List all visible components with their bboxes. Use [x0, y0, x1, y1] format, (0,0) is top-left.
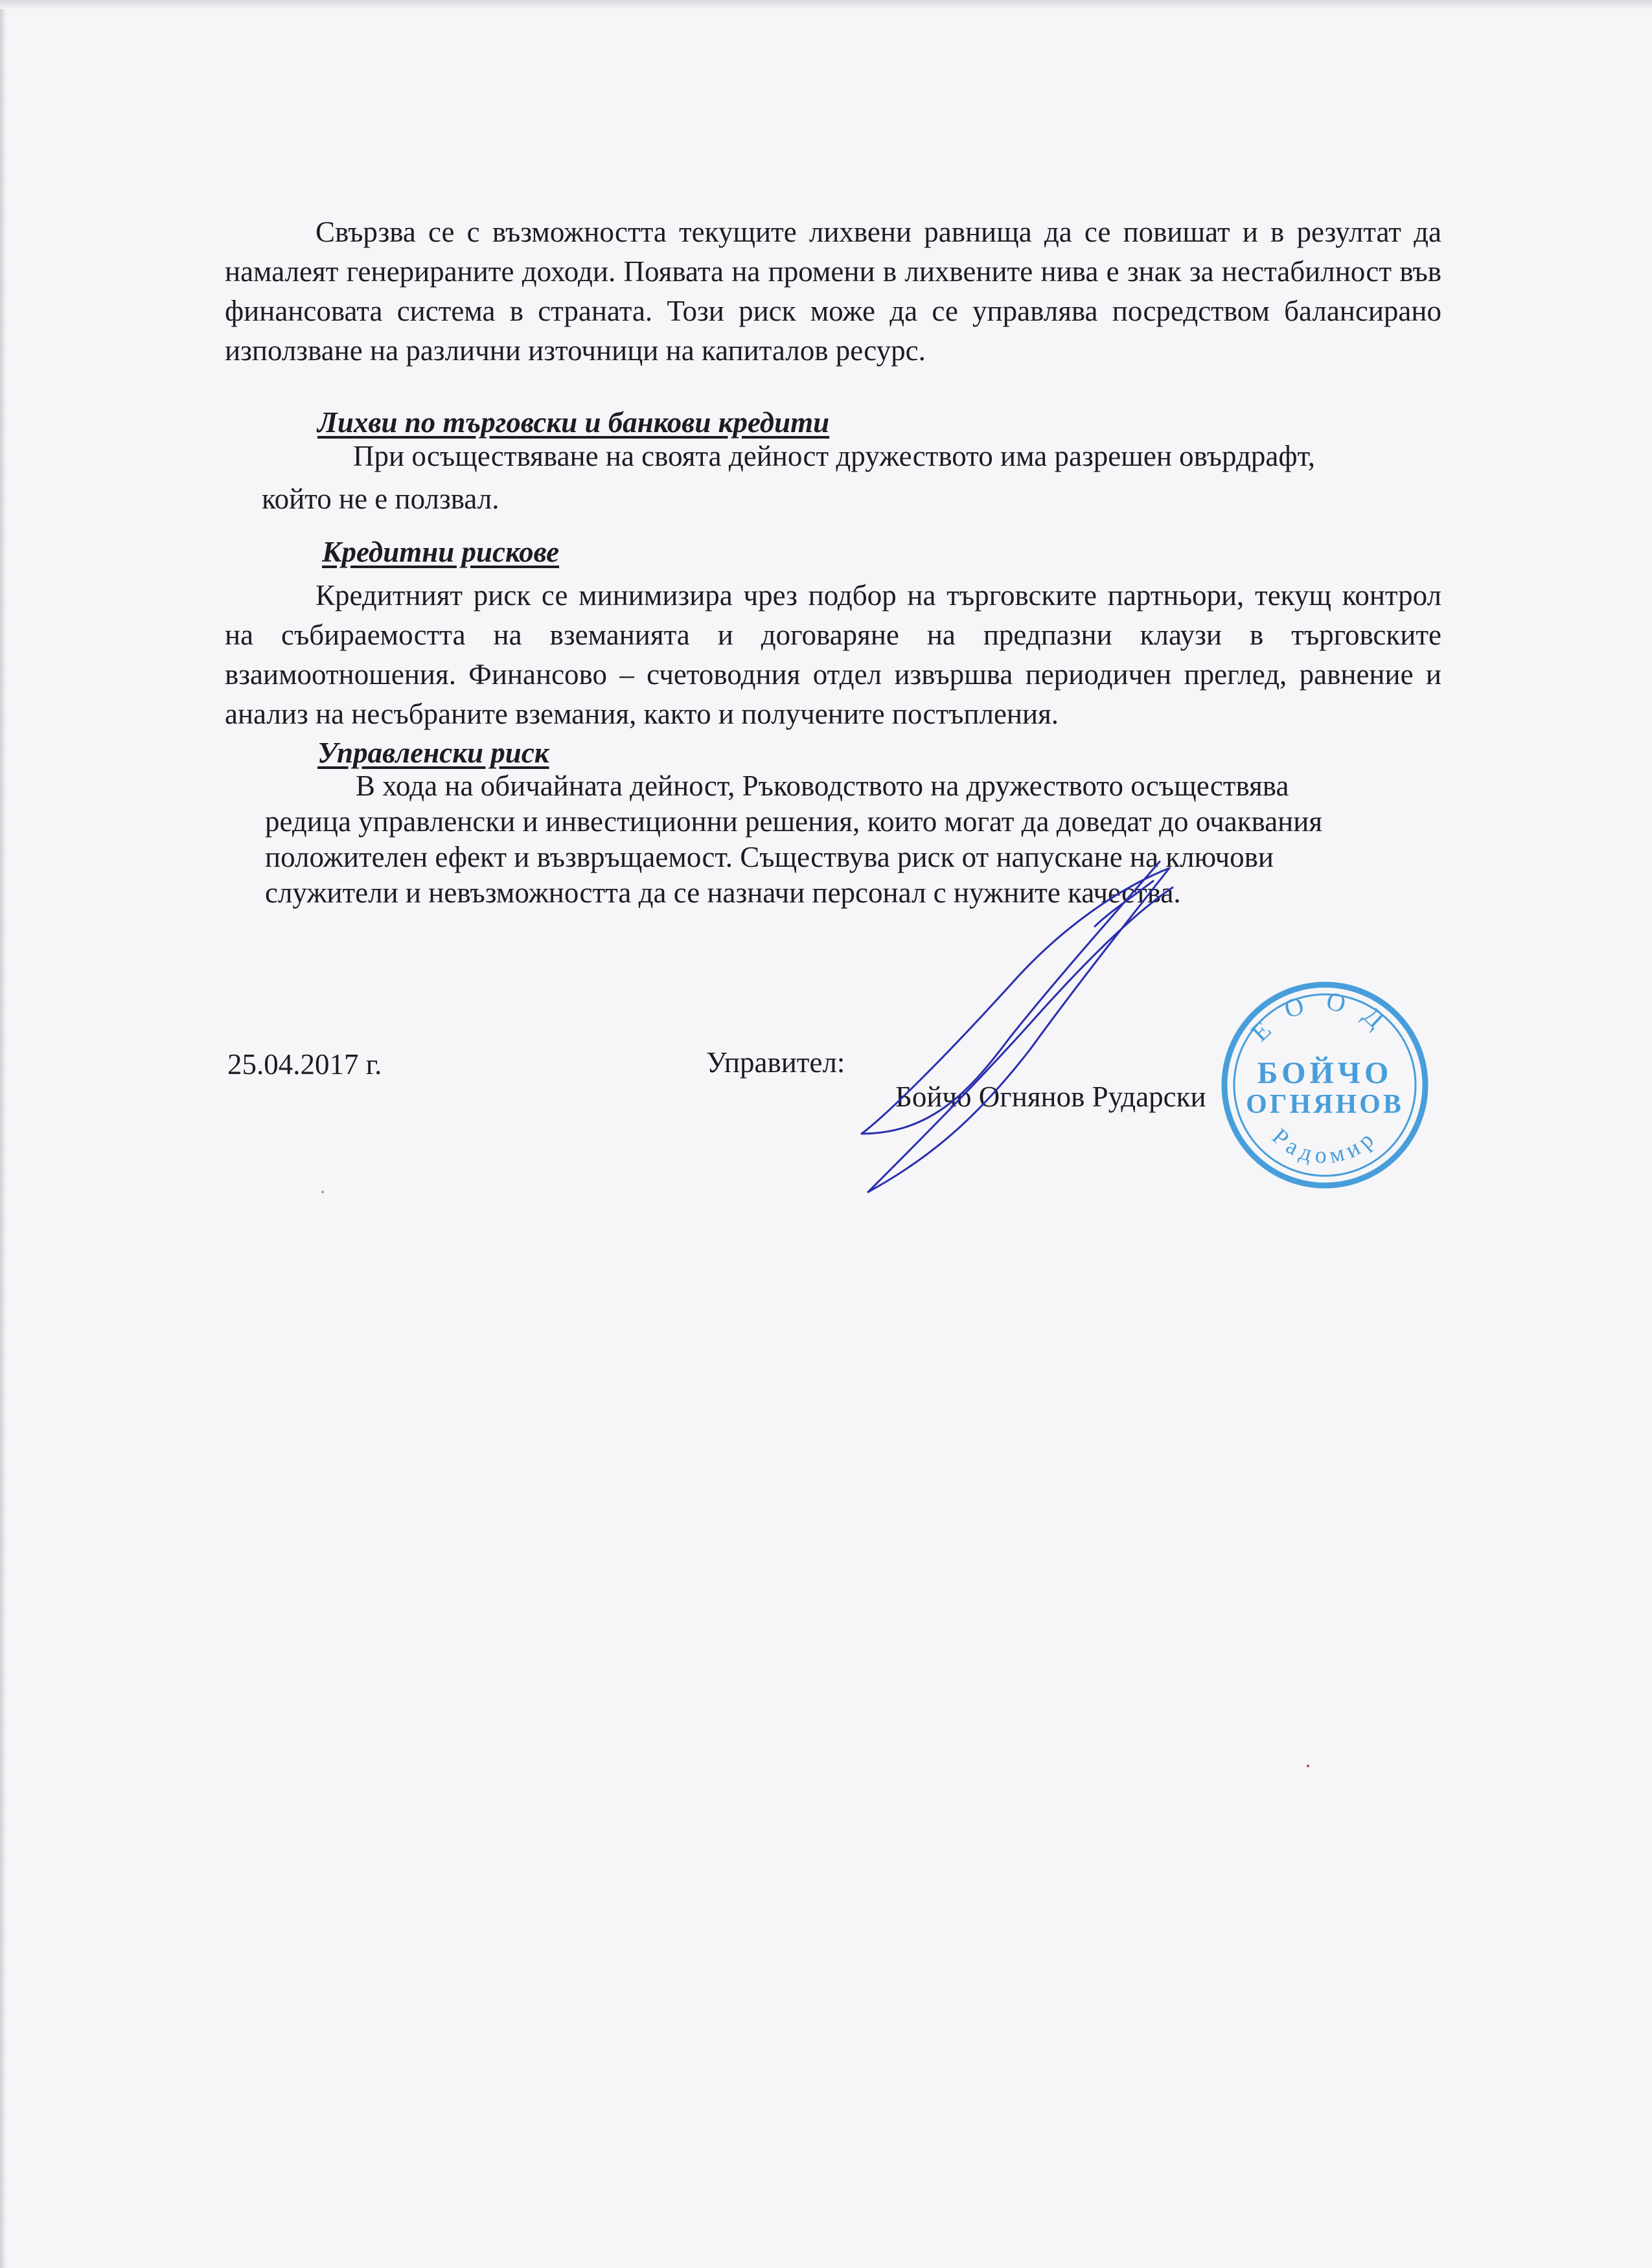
stamp-top-text: ЕООД — [1245, 985, 1405, 1048]
management-line-3: положителен ефект и възвръщаемост. Съществува риск от напускане на ключови — [265, 841, 1274, 873]
interest-rate-risk-paragraph: Свързва се с възможността текущите лихвени равнища да се повишат и в резултат да намалеят генерираните доходи. Появата на промени в лихвените нива е знак за нестабилност във финансовата система в страната. Този риск може да се управлява посредством балансирано използване на различни източници на капиталов ресурс. — [225, 216, 1441, 367]
stamp-name-line-1: БОЙЧО — [1257, 1056, 1393, 1090]
signatory-name: Бойчо Огнянов Рударски — [895, 1081, 1206, 1113]
management-line-1: В хода на обичайната дейност, Ръководството на дружеството осъществява — [356, 770, 1289, 802]
scan-speck — [1307, 1765, 1309, 1767]
stamp-name-line-2: ОГНЯНОВ — [1246, 1090, 1404, 1119]
loans-line-2: който не е ползвал. — [262, 483, 499, 515]
scan-edge-top — [0, 0, 1652, 9]
scan-speck — [321, 1191, 324, 1193]
management-line-4: служители и невъзможността да се назначи персонал с нужните качества. — [265, 876, 1181, 909]
signature-stroke-2 — [862, 868, 1169, 1134]
heading-management-risk: Управленски риск — [317, 737, 549, 769]
signature-date: 25.04.2017 г. — [227, 1048, 382, 1081]
loans-line-1: При осъществяване на своята дейност дружеството има разрешен овърдрафт, — [353, 440, 1316, 472]
scan-edge-left — [0, 0, 6, 2268]
credit-risk-paragraph: Кредитният риск се минимизира чрез подбор на търговските партньори, текущ контрол на събираемостта на вземанията и договаряне на предпазни клаузи в търговските взаимоотношения. Финансово – счетоводния отдел извършва периодичен преглед, равнение и анализ на несъбраните вземания, както и получените постъпления. — [225, 579, 1441, 730]
signature-stroke-4 — [868, 888, 1173, 1192]
stamp-city-text: Радомир — [1267, 1123, 1382, 1169]
heading-credit-risks: Кредитни рискове — [322, 536, 560, 568]
heading-interest-loans: Лихви по търговски и банкови кредити — [317, 406, 830, 439]
management-line-2: редица управленски и инвестиционни решения, които могат да доведат до очаквания — [265, 805, 1323, 838]
handwritten-signature — [849, 842, 1186, 1205]
signatory-role: Управител: — [706, 1046, 845, 1079]
signature-stroke-3 — [868, 868, 1169, 1192]
company-stamp — [1218, 978, 1432, 1192]
